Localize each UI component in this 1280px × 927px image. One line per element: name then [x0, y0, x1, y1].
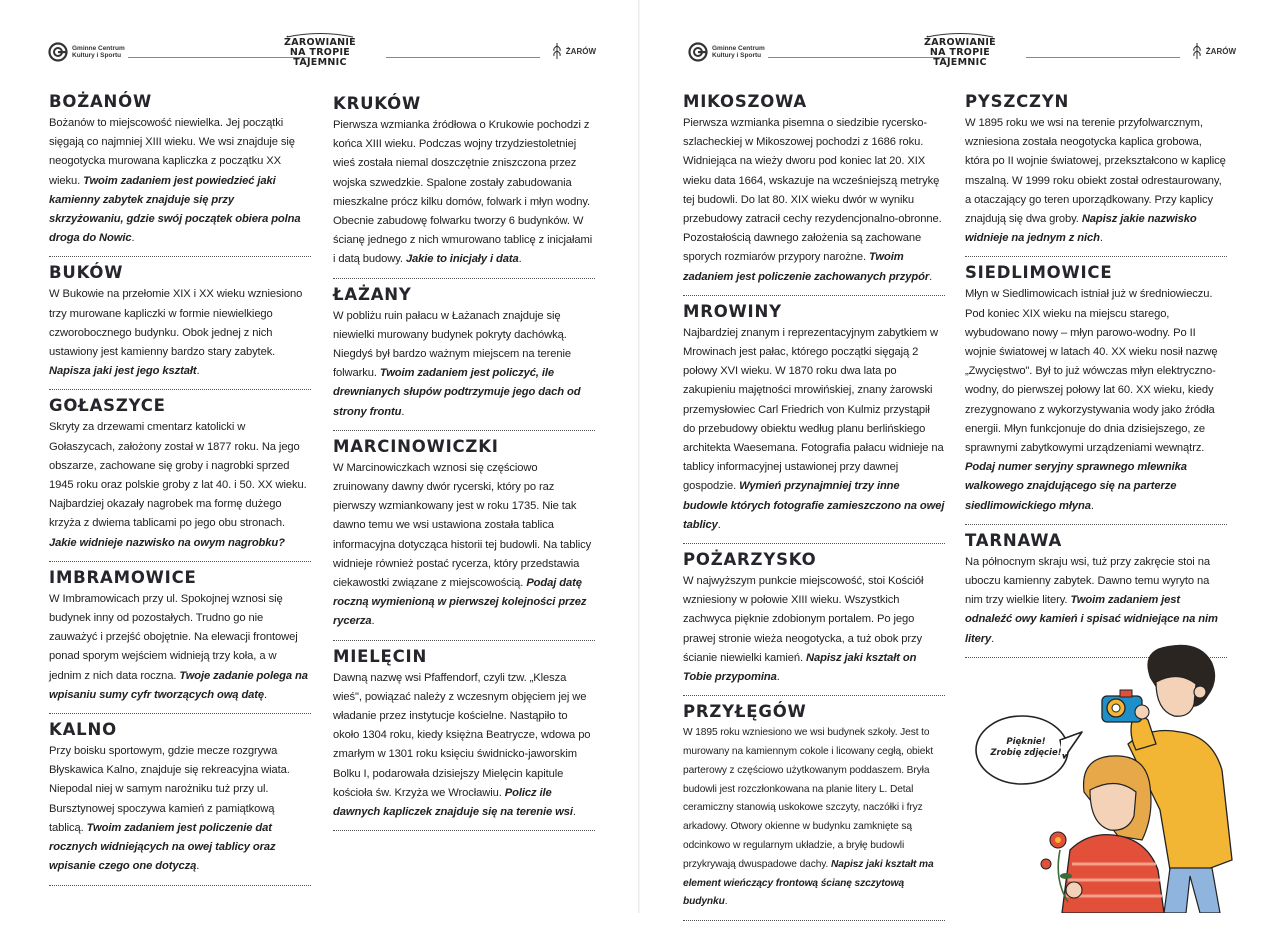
section-title: MARCINOWICZKI	[333, 436, 499, 456]
zarow-brand	[551, 42, 596, 60]
page-header	[688, 30, 1236, 70]
section-title: IMBRAMOWICE	[49, 567, 197, 587]
section-text: Najbardziej znanym i reprezentacyjnym zabytkiem w Mrowinach jest pałac, którego początki sięgają 2 połowy XVI wieku. W 1870 roku dwa lata po zakupieniu majętności mrowińskiej, znany żarowski przemysłowiec Carl Friedrich von Kulmiz przystąpił do przebudowy obiektu według planu berlińskiego architekta Waesemana. Fotografia pałacu widnieje na tablicy informacyjnej ustawionej przy dawnej gospodzie.	[683, 326, 944, 493]
dotted-divider	[49, 389, 311, 390]
task-text: Napisza jaki jest jego kształt	[49, 365, 197, 378]
section-body	[965, 285, 1227, 515]
left-column-2	[333, 94, 595, 837]
series-title-line2: NA TROPIE TAJEMNIC	[289, 47, 351, 68]
task-text: Twoim zadaniem jest policzenie dat rocznych widniejących na owej tablicy oraz wpisanie czego one dotyczą	[49, 821, 276, 873]
section-title: KRUKÓW	[333, 94, 421, 113]
task-text: Twoje zadanie polega na wpisaniu sumy cyfr tworzących ową datę	[49, 669, 308, 701]
section-text: W najwyższym punkcie miejscowość, stoi Kościół wzniesiony w połowie XIII wieku. Wszystkich zachwyca pięknie zdobionym portalem. Po jego prawej stronie wieża neogotycka, a tuż obok przy ścianie niewielki kamień.	[683, 575, 924, 664]
task-text: Napisz jakie nazwisko widnieje na jednym z nich	[965, 213, 1197, 245]
task-text: Jakie widnieje nazwisko na owym nagrobku?	[49, 536, 285, 549]
section-text: Dawną nazwę wsi Pfaffendorf, czyli tzw. „Klesza wieś", powiązać należy z wczesnym objęciem jej we władanie przez instytucje kościelne. Nastąpiło to około 1304 roku, kiedy księżna Beatrycze, wdowa po zmarłym w 1301 roku księciu świdnicko-jaworskim Bolku I, podarowała dzisiejszy Mielęcin kapitule kościoła św. Krzyża we Wrocławiu.	[333, 671, 591, 799]
section-title: ŁAŻANY	[333, 284, 412, 304]
section-title: PRZYŁĘGÓW	[683, 702, 807, 722]
dotted-divider	[965, 524, 1227, 525]
section-text: Na północnym skraju wsi, tuż przy zakręcie stoi na uboczu kamienny zabytek. Dawno temu wyryto na nim trzy wielkie litery.	[965, 555, 1210, 607]
section	[965, 531, 1227, 658]
section-text: Pierwsza wzmianka źródłowa o Krukowie pochodzi z końca XIII wieku. Podczas wojny trzydziestoletniej wieś została niemal doszczętnie zniszczona przez wojska szwedzkie. Spalone zostały zabudowania mieszkalne prócz kilku domów, folwark i młyn wodny. Obecnie zabudowę folwarku tworzy 6 budynków. W ścianę jednego z nich wmurowano tablicę z inicjałami i datą budowy.	[333, 119, 593, 266]
logo-text-line2: Kultury i Sportu	[72, 52, 122, 59]
section	[333, 94, 595, 279]
task-end: .	[1099, 232, 1103, 245]
task-end: .	[196, 365, 200, 378]
task-text: Jakie to inicjały i data	[405, 253, 519, 266]
section-body	[333, 669, 595, 823]
section-title: KALNO	[49, 720, 117, 740]
section-text: W Imbramowicach przy ul. Spokojnej wznosi się budynek inny od pozostałych. Trudno go nie zauważyć i przejść obojętnie. Na elewacji frontowej ponad sporym wejściem widnieją trzy koła, a w jednim z nich data roczna.	[49, 592, 298, 682]
section-body	[49, 114, 311, 248]
section-text: W 1895 roku we wsi na terenie przyfolwarcznym, wzniesiona została neogotycka kaplica grobowa, która po II wojnie światowej, przekształcono w kaplicę mszalną. W 1999 roku obiekt został odrestaurowany, a otaczający go teren uporządkowany. Przy kaplicy znajdują się dwa groby.	[965, 117, 1226, 226]
section	[683, 550, 945, 696]
header-rule-right	[386, 57, 540, 58]
task-text: Wymień przynajmniej trzy inne budowle których fotografie zamieszczono na owej tablicy	[683, 480, 945, 531]
task-end: .	[196, 860, 200, 873]
section-text: Skryty za drzewami cmentarz katolicki w Gołaszycach, założony został w 1877 roku. Na jego obszarze, zachowane się groby i nagrobki sprzed 1945 roku oraz polskie groby z lat 40. i 50. XX wieku. Najbardziej okazały nagrobek ma formę dużego krzyża z dwiema tablicami po jego obu stronach.	[49, 421, 307, 530]
task-text: Podaj numer seryjny sprawnego mlewnika walkowego znajdującego się na parterze siedlimowickiego młyna	[965, 461, 1187, 512]
section	[49, 396, 311, 561]
gcks-logo-icon	[688, 42, 708, 62]
task-end: .	[401, 405, 405, 418]
section	[333, 647, 595, 832]
gcks-logo	[688, 42, 765, 62]
section-body	[49, 285, 311, 381]
section	[683, 302, 945, 544]
series-title	[910, 32, 1010, 68]
task-text: Podaj datę roczną wymienioną w pierwszej kolejności przez rycerza	[333, 577, 587, 628]
task-end: .	[1090, 499, 1094, 512]
section-body	[965, 114, 1227, 248]
section-title: MROWINY	[683, 301, 782, 321]
zarow-crest-icon	[1191, 42, 1203, 60]
series-title-line1: ŻAROWIANIE	[924, 37, 996, 48]
speech-bubble-text	[986, 737, 1066, 759]
section-body	[965, 553, 1227, 649]
section	[683, 92, 945, 296]
section	[965, 92, 1227, 257]
section-title: MIELĘCIN	[333, 646, 428, 666]
dotted-divider	[965, 256, 1227, 257]
series-title	[270, 32, 370, 68]
section-body	[683, 114, 945, 287]
gcks-logo-text	[712, 45, 765, 59]
dotted-divider	[333, 430, 595, 431]
bubble-line2: Zrobię zdjęcie!	[990, 748, 1062, 758]
gcks-logo-icon	[48, 42, 68, 62]
section-text: Młyn w Siedlimowicach istniał już w średniowieczu. Pod koniec XIX wieku na miejscu starego, wybudowano nowy – młyn parowo-wodny. Po II wojnie światowej w latach 40. XX wieku nosił nazwę „Zwycięstwo". Był to już wówczas młyn elektryczno-wodny, do pierwszej połowy lat 60. XX wieku, kiedy zrezygnowano z wykorzystywania wody jako źródła energii. Młyn funkcjonuje do dnia dzisiejszego, ze sprawnymi zabytkowymi urządzeniami wewnątrz.	[965, 288, 1218, 455]
section-body	[333, 307, 595, 422]
task-end: .	[717, 518, 721, 531]
left-column-1	[49, 92, 311, 892]
page-header	[48, 30, 596, 70]
task-text: Twoim zadaniem jest policzenie zachowanych przypór	[683, 251, 930, 283]
task-text: Twoim zadaniem jest policzyć, ile drewnianych słupów podtrzymuje jego dach od strony frontu	[333, 367, 581, 418]
dotted-divider	[49, 256, 311, 257]
task-end: .	[264, 688, 268, 701]
section-body	[49, 742, 311, 876]
section-title: POŻARZYSKO	[683, 550, 817, 570]
section-title: MIKOSZOWA	[683, 92, 807, 111]
section-body	[683, 324, 945, 535]
header-rule-right	[1026, 57, 1180, 58]
task-end: .	[572, 806, 576, 819]
section-title: PYSZCZYN	[965, 92, 1070, 111]
task-end: .	[991, 632, 995, 645]
task-end: .	[724, 896, 728, 908]
task-text: Policz ile dawnych kapliczek znajduje się na terenie wsi	[333, 786, 573, 819]
section-text: W Bukowie na przełomie XIX i XX wieku wzniesiono trzy murowane kapliczki w formie niewielkiego czworobocznego budynku. Obok jednej z nich ustawiony jest kamienny bardzo stary zabytek.	[49, 288, 303, 359]
section-body	[683, 724, 945, 912]
series-title-line1: ŻAROWIANIE	[284, 37, 356, 48]
right-page	[640, 0, 1280, 913]
dotted-divider	[333, 830, 595, 831]
dotted-divider	[49, 713, 311, 714]
logo-text-line1: Gminne Centrum	[72, 45, 125, 52]
section-body	[333, 116, 595, 270]
section	[49, 92, 311, 257]
task-text: Twoim zadaniem jest powiedzieć jaki kamienny zabytek znajduje się przy skrzyżowaniu, gdzie swój początek obiera polna droga do Nowic	[49, 174, 301, 245]
section	[333, 285, 595, 431]
section	[333, 437, 595, 641]
children-with-camera-icon	[950, 640, 1250, 913]
dotted-divider	[683, 920, 945, 921]
gcks-logo-text	[72, 45, 125, 59]
task-text: Napisz jaki kształt on Tobie przypomina	[683, 651, 917, 684]
section-body	[49, 418, 311, 552]
zarow-crest-icon	[551, 42, 563, 60]
section-text: Przy boisku sportowym, gdzie mecze rozgrywa Błyskawica Kalno, znajduje się rekreacyjna wiata. Niepodal niej w samym narożniku tuż przy ul. Bursztynowej spoczywa kamień z pamiątkową tablicą.	[49, 745, 290, 834]
dotted-divider	[49, 561, 311, 562]
section	[683, 702, 945, 921]
logo-text-line1: Gminne Centrum	[712, 45, 765, 52]
section	[49, 568, 311, 714]
task-end: .	[929, 270, 933, 283]
section	[965, 263, 1227, 524]
kids-photo-illustration	[950, 640, 1250, 913]
series-title-line2: NA TROPIE TAJEMNIC	[929, 47, 991, 68]
right-column-1	[683, 92, 945, 927]
section-text: W Marcinowiczkach wznosi się częściowo zruinowany dawny dwór rycerski, który po raz pierwszy wzmiankowany jest w roku 1735. Nie tak dawno temu we wsi ustawiona została tablica informacyjna dotycząca historii tej budowli. Na tablicy widnieje również postać rycerza, który przedstawia ciekawostki związane z miejscowością.	[333, 461, 592, 590]
section-title: BOŻANÓW	[49, 92, 152, 111]
dotted-divider	[333, 278, 595, 279]
task-end: .	[371, 615, 375, 628]
task-text: Napisz jaki kształt ma element wieńczący frontową ścianę szczytową budynku	[683, 858, 934, 908]
section-body	[49, 590, 311, 705]
section-text: Pierwsza wzmianka pisemna o siedzibie rycersko-szlacheckiej w Mikoszowej pochodzi z 1686 roku. Widniejąca na wieży dworu pod koniec lat 20. XIX wieku data 1664, wskazuje na wcześniejszą metrykę tej budowli. Do lat 80. XIX wieku dwór w wyniku przebudowy zatracił cechy rezydencjonalno-obronne. Pozostałością dawnego założenia są zachowane sporych rozmiarów przypory narożne.	[683, 117, 942, 264]
task-end: .	[518, 253, 522, 266]
dotted-divider	[333, 640, 595, 641]
task-end: .	[776, 671, 780, 684]
dotted-divider	[49, 885, 311, 886]
section-text: Bożanów to miejscowość niewielka. Jej początki sięgają co najmniej XIII wieku. We wsi znajduje się neogotycka murowana kapliczka z początku XX wieku.	[49, 117, 295, 187]
task-end: .	[131, 232, 135, 245]
section-body	[333, 459, 595, 632]
dotted-divider	[683, 543, 945, 544]
section	[49, 263, 311, 390]
section-text: W 1895 roku wzniesiono we wsi budynek szkoły. Jest to murowany na kamiennym cokole i licowany cegłą, obiekt parterowy z częściowo użytkowanym poddaszem. Bryła budowli jest rozczłonkowana na planie litery L. Detal ceramiczny stanowią uskokowe szczyty, naczółki i fryz arkadowy. Otwory okienne w budynku zamknięte są odcinkowo w regularnym układzie, a bryłę budowli przykrywają dwuspadowe dachy.	[683, 727, 934, 870]
section-title: SIEDLIMOWICE	[965, 263, 1113, 283]
section-text: W pobliżu ruin pałacu w Łażanach znajduje się niewielki murowany budynek pokryty dachówką. Niegdyś był bardzo ważnym miejscem na terenie folwarku.	[333, 309, 571, 380]
logo-text-line2: Kultury i Sportu	[712, 52, 762, 59]
dotted-divider	[683, 295, 945, 296]
zarow-brand	[1191, 42, 1236, 60]
gcks-logo	[48, 42, 125, 62]
dotted-divider	[683, 695, 945, 696]
section-title: GOŁASZYCE	[49, 396, 166, 416]
section	[49, 720, 311, 885]
section-title: BUKÓW	[49, 263, 124, 283]
section-body	[683, 572, 945, 687]
zarow-brand-text: ŻARÓW	[1205, 46, 1236, 56]
left-page	[0, 0, 640, 913]
bubble-line1: Pięknie!	[1006, 737, 1046, 747]
right-column-2	[965, 92, 1227, 664]
section-title: TARNAWA	[965, 530, 1063, 550]
task-text: Twoim zadaniem jest odnaleźć owy kamień i spisać widniejące na nim litery	[965, 594, 1218, 645]
zarow-brand-text: ŻARÓW	[565, 46, 596, 56]
